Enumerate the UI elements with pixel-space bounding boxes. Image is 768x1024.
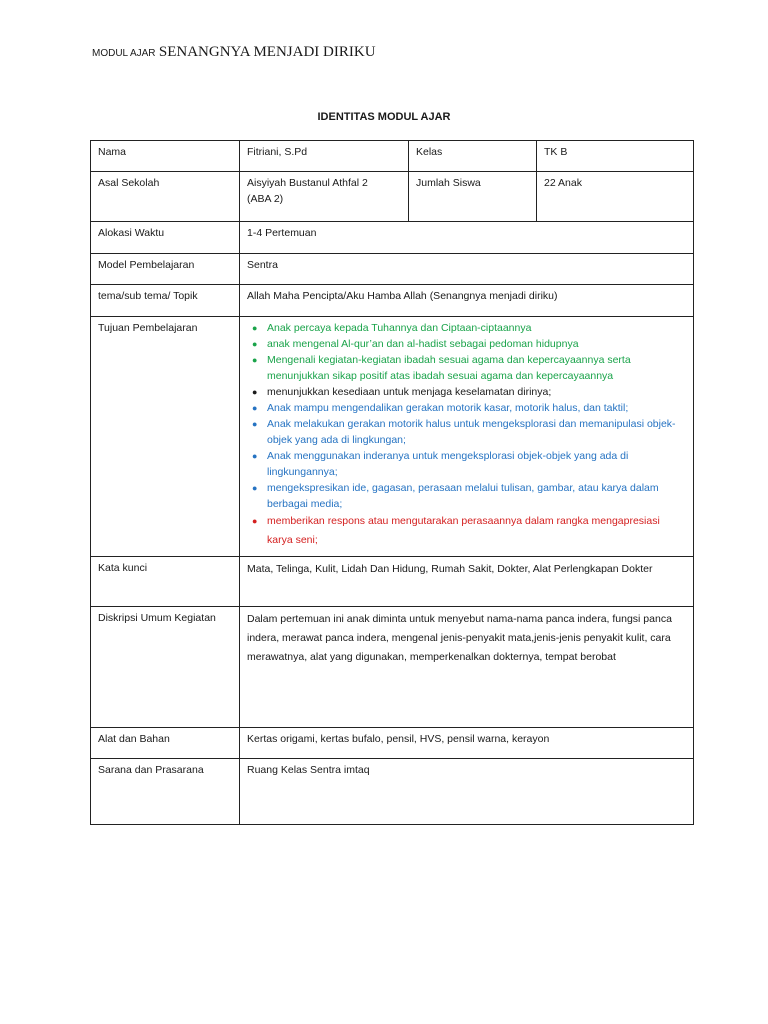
value-tujuan xyxy=(240,317,694,557)
bullet-icon: ● xyxy=(252,323,258,333)
goal-text: mengekspresikan ide, gagasan, perasaan melalui tulisan, gambar, atau karya dalam berbagai media; xyxy=(267,482,659,510)
value-model: Sentra xyxy=(240,254,694,285)
header-prefix: MODUL AJAR xyxy=(92,48,156,59)
bullet-icon: ● xyxy=(252,419,258,429)
row-asal-sekolah xyxy=(91,172,694,222)
identity-table xyxy=(90,140,694,825)
label-nama: Nama xyxy=(91,141,240,172)
goal-text: memberikan respons atau mengutarakan perasaannya dalam rangka mengapresiasi karya seni; xyxy=(267,515,660,546)
goal-item xyxy=(247,400,687,416)
goal-item xyxy=(247,352,687,384)
value-kata-kunci: Mata, Telinga, Kulit, Lidah Dan Hidung, Rumah Sakit, Dokter, Alat Perlengkapan Dokter xyxy=(240,557,694,607)
value-asal-sekolah-line1: Aisyiyah Bustanul Athfal 2 xyxy=(247,177,368,189)
goal-item xyxy=(247,448,687,480)
goal-item xyxy=(247,336,687,352)
row-tema xyxy=(91,285,694,317)
value-alat-bahan: Kertas origami, kertas bufalo, pensil, HVS, pensil warna, kerayon xyxy=(240,728,694,759)
header-title: SENANGNYA MENJADI DIRIKU xyxy=(158,44,376,60)
label-tema: tema/sub tema/ Topik xyxy=(91,285,240,317)
goal-text: Anak percaya kepada Tuhannya dan Ciptaan-ciptaannya xyxy=(267,322,532,334)
label-asal-sekolah: Asal Sekolah xyxy=(91,172,240,222)
bullet-icon: ● xyxy=(252,355,258,365)
value-tema: Allah Maha Pencipta/Aku Hamba Allah (Senangnya menjadi diriku) xyxy=(240,285,694,317)
goal-text: Mengenali kegiatan-kegiatan ibadah sesuai agama dan kepercayaannya serta menunjukkan sikap positif atas ibadah sesuai agama dan kepercayaannya xyxy=(267,354,631,382)
bullet-icon: ● xyxy=(252,483,258,493)
label-tujuan: Tujuan Pembelajaran xyxy=(91,317,240,557)
label-model: Model Pembelajaran xyxy=(91,254,240,285)
row-alokasi-waktu xyxy=(91,222,694,254)
bullet-icon: ● xyxy=(252,387,258,397)
goal-item xyxy=(247,416,687,448)
document-title: IDENTITAS MODUL AJAR xyxy=(317,111,451,123)
goal-text: anak mengenal Al-qur’an dan al-hadist sebagai pedoman hidupnya xyxy=(267,338,579,350)
value-jumlah-siswa: 22 Anak xyxy=(537,172,694,222)
label-kata-kunci: Kata kunci xyxy=(91,557,240,607)
row-kata-kunci xyxy=(91,557,694,607)
value-asal-sekolah-line2: (ABA 2) xyxy=(247,193,284,205)
value-asal-sekolah xyxy=(240,172,409,222)
goal-item xyxy=(247,512,687,550)
goal-text: Anak melakukan gerakan motorik halus untuk mengeksplorasi dan memanipulasi objek-objek yang ada di lingkungan; xyxy=(267,418,676,446)
label-alat-bahan: Alat dan Bahan xyxy=(91,728,240,759)
row-tujuan xyxy=(91,317,694,557)
bullet-icon: ● xyxy=(252,339,258,349)
goal-text: Anak mampu mengendalikan gerakan motorik kasar, motorik halus, dan taktil; xyxy=(267,402,629,414)
label-deskripsi: Diskripsi Umum Kegiatan xyxy=(91,607,240,728)
value-alokasi-waktu: 1-4 Pertemuan xyxy=(240,222,694,254)
bullet-icon: ● xyxy=(252,516,258,526)
value-kelas: TK B xyxy=(537,141,694,172)
label-sarana: Sarana dan Prasarana xyxy=(91,759,240,825)
label-alokasi-waktu: Alokasi Waktu xyxy=(91,222,240,254)
row-model xyxy=(91,254,694,285)
row-sarana xyxy=(91,759,694,825)
goal-item xyxy=(247,384,687,400)
goal-text: menunjukkan kesediaan untuk menjaga keselamatan dirinya; xyxy=(267,386,552,398)
label-jumlah-siswa: Jumlah Siswa xyxy=(409,172,537,222)
row-nama xyxy=(91,141,694,172)
label-kelas: Kelas xyxy=(409,141,537,172)
value-nama: Fitriani, S.Pd xyxy=(240,141,409,172)
value-deskripsi: Dalam pertemuan ini anak diminta untuk menyebut nama-nama panca indera, fungsi panca indera, merawat panca indera, mengenal jenis-penyakit mata,jenis-jenis penyakit kulit, cara merawatnya, alat yang digunakan, memperkenalkan dokternya, tempat berobat xyxy=(240,607,694,728)
bullet-icon: ● xyxy=(252,451,258,461)
goal-text: Anak menggunakan inderanya untuk mengeksplorasi objek-objek yang ada di lingkungannya; xyxy=(267,450,629,478)
goal-item xyxy=(247,480,687,512)
page-header xyxy=(92,44,376,61)
row-deskripsi xyxy=(91,607,694,728)
row-alat-bahan xyxy=(91,728,694,759)
goals-list xyxy=(247,320,687,550)
goal-item xyxy=(247,320,687,336)
bullet-icon: ● xyxy=(252,403,258,413)
value-sarana: Ruang Kelas Sentra imtaq xyxy=(240,759,694,825)
